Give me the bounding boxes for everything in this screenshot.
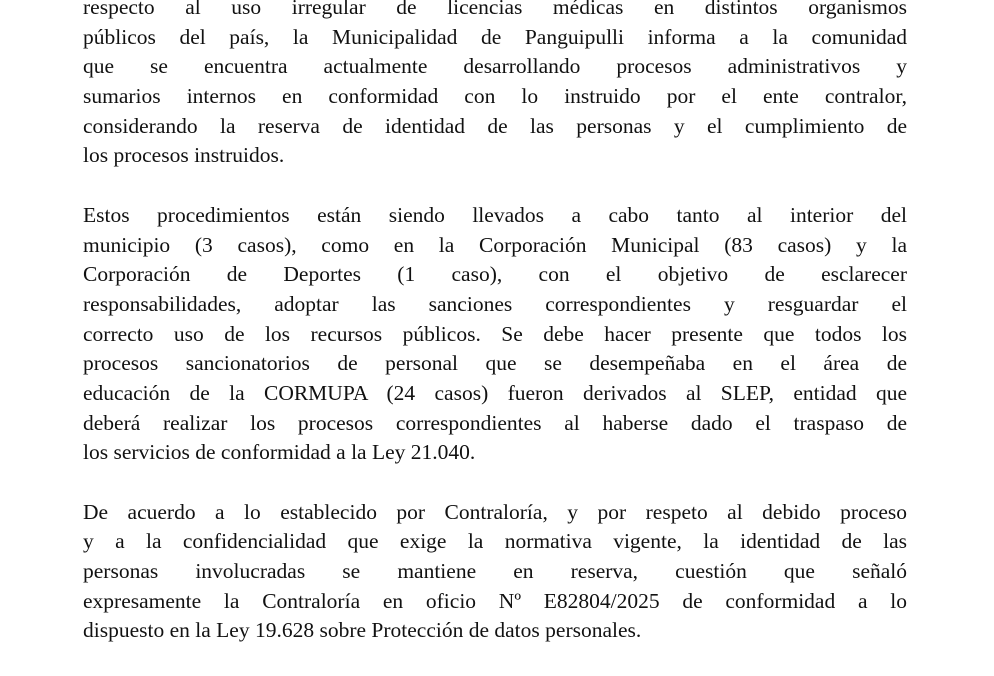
document-body bbox=[83, 0, 907, 676]
text-line: personas involucradas se mantiene en reserva, cuestión que señaló bbox=[83, 559, 907, 584]
text-line: De acuerdo a lo establecido por Contraloría, y por respeto al debido proceso bbox=[83, 499, 907, 524]
text-line: Estos procedimientos están siendo llevados a cabo tanto al interior del bbox=[83, 202, 907, 227]
paragraph-3 bbox=[83, 498, 907, 646]
text-line: considerando la reserva de identidad de las personas y el cumplimiento de bbox=[83, 113, 907, 138]
paragraph-1 bbox=[83, 0, 907, 171]
text-line: y a la confidencialidad que exige la normativa vigente, la identidad de las bbox=[83, 529, 907, 554]
text-line: los procesos instruidos. bbox=[83, 143, 285, 168]
text-line: procesos sancionatorios de personal que se desempeñaba en el área de bbox=[83, 351, 907, 376]
text-line: correcto uso de los recursos públicos. Se debe hacer presente que todos los bbox=[83, 321, 907, 346]
text-line: Corporación de Deportes (1 caso), con el objetivo de esclarecer bbox=[83, 262, 907, 287]
paragraph-2 bbox=[83, 201, 907, 468]
text-line: educación de la CORMUPA (24 casos) fueron derivados al SLEP, entidad que bbox=[83, 380, 907, 405]
text-line: municipio (3 casos), como en la Corporación Municipal (83 casos) y la bbox=[83, 232, 907, 257]
text-line: deberá realizar los procesos correspondientes al haberse dado el traspaso de bbox=[83, 410, 907, 435]
text-line: los servicios de conformidad a la Ley 21.040. bbox=[83, 440, 476, 465]
text-line: expresamente la Contraloría en oficio Nº E82804/2025 de conformidad a lo bbox=[83, 588, 907, 613]
text-line: sumarios internos en conformidad con lo instruido por el ente contralor, bbox=[83, 84, 907, 109]
text-line: públicos del país, la Municipalidad de Panguipulli informa a la comunidad bbox=[83, 24, 907, 49]
text-line: dispuesto en la Ley 19.628 sobre Protección de datos personales. bbox=[83, 618, 642, 643]
text-line: que se encuentra actualmente desarrollando procesos administrativos y bbox=[83, 54, 907, 79]
text-line: responsabilidades, adoptar las sanciones correspondientes y resguardar el bbox=[83, 291, 907, 316]
text-line: respecto al uso irregular de licencias médicas en distintos organismos bbox=[83, 0, 907, 19]
